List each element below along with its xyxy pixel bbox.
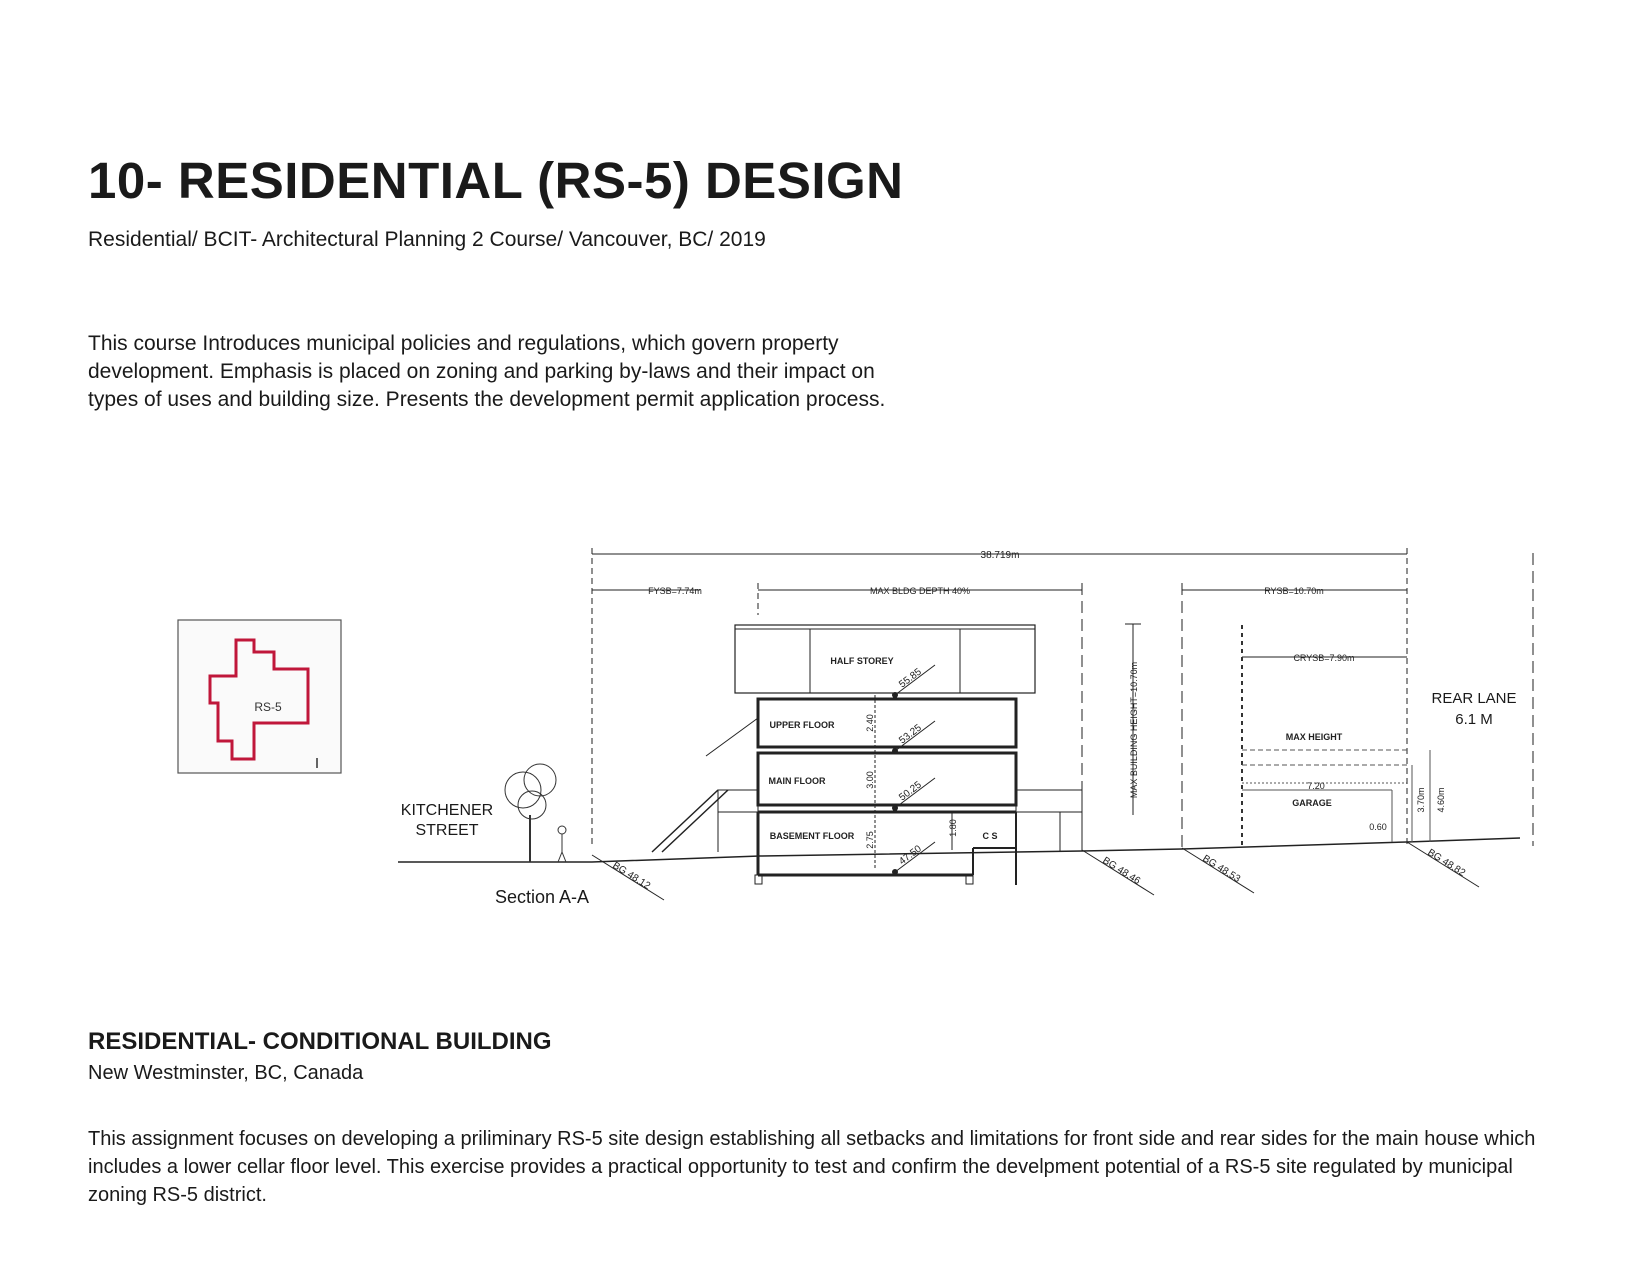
key-plan-label: RS-5 <box>254 700 282 714</box>
room-main-floor: MAIN FLOOR <box>768 776 826 786</box>
dim-garage-h2: 4.60m <box>1436 787 1446 813</box>
label-max-height: MAX HEIGHT <box>1285 732 1343 742</box>
key-plan <box>178 620 341 773</box>
grade-rysb: BG 48.53 <box>1200 853 1243 885</box>
rear-lane-label-1: REAR LANE <box>1431 690 1517 707</box>
dim-max-depth: MAX BLDG DEPTH 40% <box>869 586 971 596</box>
garage-envelope <box>1242 750 1430 842</box>
course-description: This course Introduces municipal policies and regulations, which govern property development. Emphasis is placed on zoning and parking by-laws and their impact on types of uses and building size. Presents the development permit application process. <box>88 332 886 411</box>
grade-lane: BG 48.82 <box>1425 847 1468 879</box>
tree-icon <box>505 764 556 862</box>
level-basement: 50.25 <box>897 779 924 804</box>
street-label-1: KITCHENER <box>400 802 494 819</box>
room-cs: C S <box>982 831 998 841</box>
section-caption: Section A-A <box>494 887 590 907</box>
project-description: This assignment focuses on developing a priliminary RS-5 site design establishing all setbacks and limitations for front side and rear sides for the main house which includes a lower cellar floor level. This exercise provides a practical opportunity to test and confirm the develpment potential of a RS-5 site regulated by municipal zoning RS-5 district. <box>88 1128 1536 1206</box>
dim-max-height: MAX BUILDING HEIGHT=10.70m <box>1129 661 1139 799</box>
level-upper: 55.85 <box>897 666 924 691</box>
page-subtitle: Residential/ BCIT- Architectural Planning 2 Course/ Vancouver, BC/ 2019 <box>88 228 766 251</box>
level-markers <box>892 665 935 875</box>
project-location: New Westminster, BC, Canada <box>88 1062 364 1084</box>
level-footing: 47.50 <box>897 843 924 868</box>
room-half-storey: HALF STOREY <box>830 656 894 666</box>
project-heading: RESIDENTIAL- CONDITIONAL BUILDING <box>88 1028 552 1055</box>
room-upper-floor: UPPER FLOOR <box>769 720 835 730</box>
label-garage: GARAGE <box>1292 798 1332 808</box>
person-icon <box>558 826 566 862</box>
dim-garage-h1: 3.70m <box>1416 787 1426 813</box>
dim-upper-height: 2.40 <box>865 714 875 732</box>
ground-line <box>398 838 1520 862</box>
room-basement: BASEMENT FLOOR <box>769 831 855 841</box>
page-title: 10- RESIDENTIAL (RS-5) DESIGN <box>88 152 904 209</box>
grade-front: BG 48.12 <box>610 860 653 892</box>
street-label-2: STREET <box>415 822 479 839</box>
dim-overall: 38.719m <box>980 550 1020 561</box>
dim-rysb: RYSB=10.70m <box>1264 586 1324 596</box>
level-main: 53.25 <box>897 722 924 747</box>
dim-base-height: 2.75 <box>865 831 875 849</box>
grade-markers <box>592 842 1479 900</box>
rear-lane-label-2: 6.1 M <box>1455 711 1493 728</box>
dim-garage-offset: 0.60 <box>1369 822 1387 832</box>
dim-cs-height: 1.80 <box>948 819 958 837</box>
dim-garage-width: 7.20 <box>1307 781 1325 791</box>
dim-main-height: 3.00 <box>865 771 875 789</box>
grade-house-rear: BG 48.46 <box>1100 855 1143 887</box>
dim-crysb: CRYSB=7.90m <box>1293 653 1355 663</box>
dim-fysb: FYSB=7.74m <box>648 586 702 596</box>
